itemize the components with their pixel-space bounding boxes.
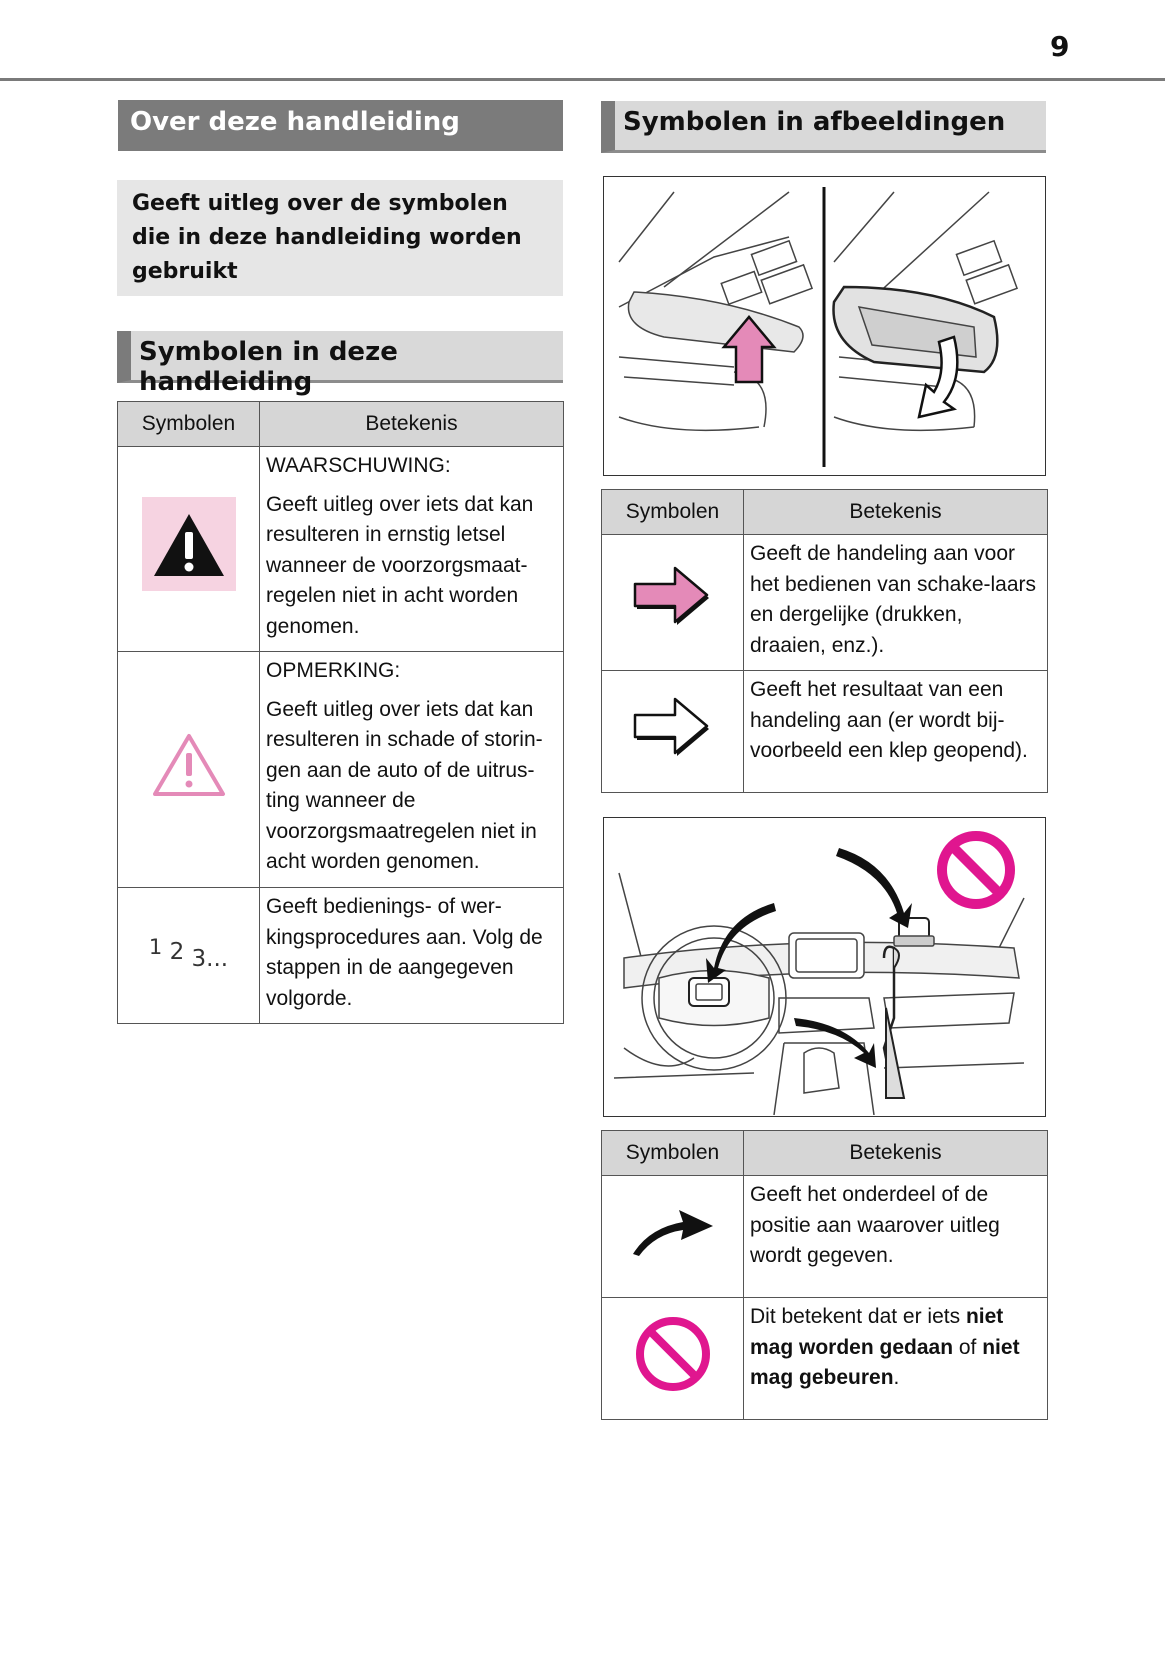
column-header-symbolen: Symbolen (602, 1131, 744, 1176)
symbol-cell (118, 888, 260, 1024)
result-arrow-outline-icon (633, 694, 713, 760)
meaning-cell (260, 888, 564, 1024)
table-row (602, 1176, 1048, 1298)
table-row (118, 447, 564, 652)
text-bold-part: niet mag gebeuren (750, 1335, 1020, 1389)
overhead-console-illustration (604, 177, 1044, 474)
symbol-cell (118, 447, 260, 652)
symbol-cell (602, 535, 744, 671)
figure-dashboard-interior (603, 817, 1046, 1117)
table-header-row (118, 402, 564, 447)
row-text: Geeft de handeling aan voor het bedienen van schake-laars en dergelijke (drukken, draaien, enz.). (750, 542, 1037, 657)
text-bold-part: niet mag worden gedaan (750, 1305, 1004, 1359)
row-text: Geeft bedienings- of wer-kingsprocedures aan. Volg de stappen in de aangegeven volgorde. (266, 895, 543, 1010)
table-row (602, 1298, 1048, 1420)
row-text: Geeft het onderdeel of de positie aan waarover uitleg wordt gegeven. (750, 1183, 1000, 1267)
row-text-prohibited (750, 1302, 1041, 1394)
row-title-waarschuwing: WAARSCHUWING: (266, 454, 451, 477)
row-text: Geeft uitleg over iets dat kan resulteren in schade of storin-gen aan de auto of de uitrus-ting wanneer de voorzorgsmaatregelen niet in acht worden genomen. (266, 697, 543, 873)
text-part: . (893, 1366, 900, 1389)
table-row (602, 671, 1048, 793)
row-text: Geeft uitleg over iets dat kan resulteren in ernstig letsel wanneer de voorzorgsmaat-regelen niet in acht worden genomen. (266, 492, 534, 638)
section-title-symbolen-in-afbeeldingen: Symbolen in afbeeldingen (601, 101, 1046, 153)
text-part: Dit betekent dat er iets (750, 1305, 966, 1328)
intro-box: Geeft uitleg over de symbolen die in deze handleiding worden gebruikt (117, 180, 563, 296)
table-header-row (602, 490, 1048, 535)
meaning-cell (260, 652, 564, 888)
step-number-1: 1 (148, 934, 163, 959)
symbol-cell (118, 652, 260, 888)
meaning-cell (744, 1176, 1048, 1298)
step-number-3: 3 (191, 945, 207, 972)
meaning-cell (744, 535, 1048, 671)
row-text: Geeft het resultaat van een handeling aan (er wordt bij-voorbeeld een klep geopend). (750, 678, 1028, 762)
subsection-title-symbolen: Symbolen in deze handleiding (117, 331, 563, 383)
table-row (118, 888, 564, 1024)
column-header-symbolen: Symbolen (602, 490, 744, 535)
curved-pointer-arrow-icon (631, 1206, 715, 1258)
table-row (602, 535, 1048, 671)
symbol-cell (602, 671, 744, 793)
row-title-opmerking: OPMERKING: (266, 659, 401, 682)
column-header-betekenis: Betekenis (260, 402, 564, 447)
step-numbers (148, 934, 229, 972)
symbols-table-right-1 (601, 489, 1048, 793)
text-part: of (953, 1335, 983, 1359)
section-title-over-deze-handleiding: Over deze handleiding (118, 100, 563, 151)
warning-triangle-black-icon (142, 497, 236, 591)
meaning-cell (744, 1298, 1048, 1420)
step-dots: ... (206, 945, 229, 972)
dashboard-interior-illustration (604, 818, 1044, 1115)
table-header-row (602, 1131, 1048, 1176)
symbols-table-left (117, 401, 564, 1024)
figure-overhead-console (603, 176, 1046, 476)
column-header-betekenis: Betekenis (744, 490, 1048, 535)
page-number: 9 (1050, 30, 1070, 63)
symbol-cell (602, 1176, 744, 1298)
step-number-2: 2 (169, 938, 185, 965)
notice-triangle-outline-icon (151, 731, 227, 799)
symbol-cell (602, 1298, 744, 1420)
top-rule (0, 78, 1165, 81)
column-header-betekenis: Betekenis (744, 1131, 1048, 1176)
table-row (118, 652, 564, 888)
prohibited-icon (633, 1314, 713, 1394)
meaning-cell (744, 671, 1048, 793)
meaning-cell (260, 447, 564, 652)
operation-arrow-pink-icon (633, 565, 713, 631)
symbols-table-right-2 (601, 1130, 1048, 1420)
column-header-symbolen: Symbolen (118, 402, 260, 447)
